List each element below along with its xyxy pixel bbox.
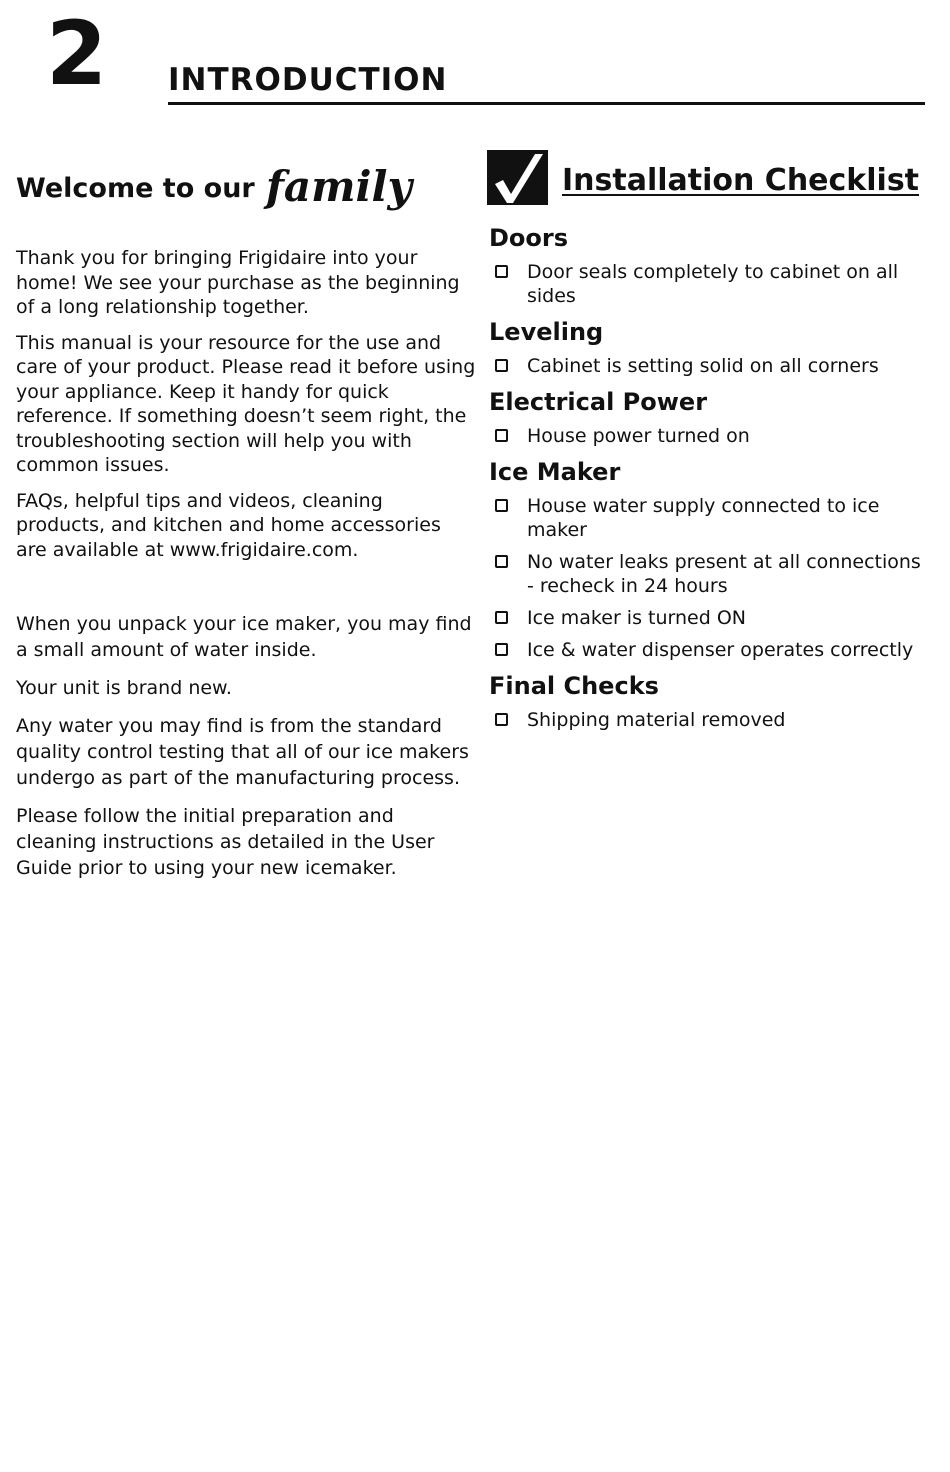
checklist-item	[489, 424, 929, 448]
checklist-item	[489, 708, 929, 732]
group-heading: Electrical Power	[489, 388, 708, 416]
unpack-paragraph: Any water you may find is from the standard quality control testing that all of our ice makers undergo as part of the manufacturing process.	[16, 715, 469, 789]
unpack-paragraph: Please follow the initial preparation and cleaning instructions as detailed in the User Guide prior to using your new icemaker.	[16, 805, 435, 879]
checklist-group-final-checks	[489, 670, 929, 732]
intro-paragraph: FAQs, helpful tips and videos, cleaning products, and kitchen and home accessories are available at www.frigidaire.com.	[16, 489, 441, 561]
welcome-heading	[16, 162, 412, 222]
installation-checklist	[489, 222, 929, 740]
checklist-item-label: Ice & water dispenser operates correctly	[527, 639, 914, 661]
checklist-item	[489, 550, 929, 598]
intro-column	[16, 246, 476, 893]
unpack-paragraph: When you unpack your ice maker, you may find a small amount of water inside.	[16, 613, 472, 661]
group-heading: Leveling	[489, 318, 604, 346]
checkmark-box-icon	[487, 150, 548, 205]
checklist-item-label: No water leaks present at all connections - recheck in 24 hours	[527, 551, 921, 597]
checkbox-icon	[495, 265, 508, 278]
checkbox-icon	[495, 643, 508, 656]
checklist-item	[489, 494, 929, 542]
checkbox-icon	[495, 429, 508, 442]
checklist-item	[489, 638, 929, 662]
checklist-item-label: Shipping material removed	[527, 709, 786, 731]
checklist-group-doors	[489, 222, 929, 308]
checklist-group-ice-maker	[489, 456, 929, 662]
checklist-group-leveling	[489, 316, 929, 378]
checklist-title: Installation Checklist	[562, 163, 920, 198]
checklist-item-label: Cabinet is setting solid on all corners	[527, 355, 879, 377]
checkbox-icon	[495, 359, 508, 372]
header-divider	[168, 102, 925, 105]
welcome-heading-text: Welcome to our	[16, 173, 255, 204]
checklist-item	[489, 354, 929, 378]
checkbox-icon	[495, 499, 508, 512]
checklist-item-label: House water supply connected to ice maker	[527, 495, 880, 541]
section-title: INTRODUCTION	[168, 62, 448, 98]
checklist-item	[489, 606, 929, 630]
unpack-paragraph: Your unit is brand new.	[16, 677, 232, 699]
checkbox-icon	[495, 611, 508, 624]
group-heading: Final Checks	[489, 672, 659, 700]
checklist-group-electrical	[489, 386, 929, 448]
page-number: 2	[46, 2, 106, 105]
checklist-item-label: House power turned on	[527, 425, 750, 447]
checkbox-icon	[495, 713, 508, 726]
checklist-item	[489, 260, 929, 308]
intro-paragraph: Thank you for bringing Frigidaire into your home! We see your purchase as the beginning of a long relationship together.	[16, 247, 460, 318]
group-heading: Doors	[489, 224, 569, 252]
welcome-heading-script: family	[265, 162, 412, 211]
intro-paragraph: This manual is your resource for the use and care of your product. Please read it before using your appliance. Keep it handy for quick reference. If something doesn’t seem right, the troubleshooting section will help you with common issues.	[16, 331, 476, 476]
group-heading: Ice Maker	[489, 458, 621, 486]
checkbox-icon	[495, 555, 508, 568]
checklist-item-label: Ice maker is turned ON	[527, 607, 746, 629]
checklist-item-label: Door seals completely to cabinet on all sides	[527, 261, 899, 307]
